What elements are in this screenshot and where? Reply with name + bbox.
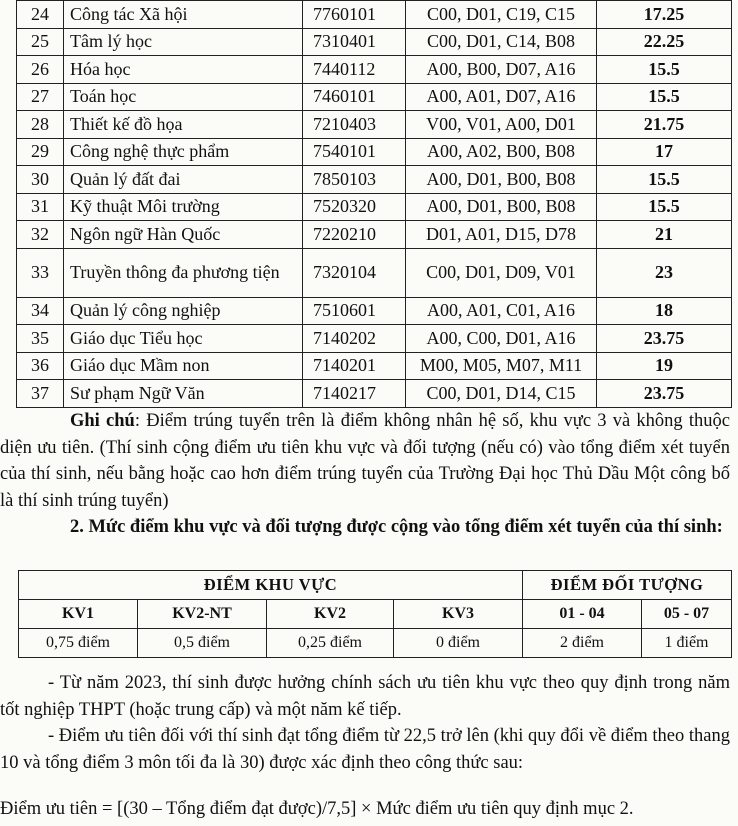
admission-score: 18 (597, 297, 732, 325)
admission-score: 15.5 (597, 166, 732, 194)
admission-score: 23.75 (597, 380, 732, 408)
subject-combinations: A00, A01, C01, A16 (406, 297, 597, 325)
paragraph-formula-description: - Điểm ưu tiên đối với thí sinh đạt tổng điểm từ 22,5 trở lên (khi quy đổi về điểm theo thang 10 và tổng điểm 3 môn tối đa là 30) được xác định theo công thức sau: (0, 726, 730, 773)
subject-combinations: A00, B00, D07, A16 (406, 56, 597, 84)
row-number: 36 (17, 352, 64, 380)
note-paragraph (0, 408, 730, 514)
major-name: Kỹ thuật Môi trường (64, 193, 303, 221)
table-row (17, 166, 732, 194)
value-kv3: 0 điểm (394, 629, 523, 658)
major-code: 7850103 (303, 166, 406, 194)
value-kv2: 0,25 điểm (267, 629, 394, 658)
bonus-points-table (18, 570, 732, 658)
priority-formula: Điểm ưu tiên = [(30 – Tổng điểm đạt được)/7,5] × Mức điểm ưu tiên quy định mục 2. (0, 799, 634, 819)
row-number: 30 (17, 166, 64, 194)
value-object-01-04: 2 điểm (523, 629, 642, 658)
major-name: Công tác Xã hội (64, 1, 303, 29)
table-row (17, 138, 732, 166)
table-row (17, 28, 732, 56)
col-object-01-04: 01 - 04 (523, 600, 642, 629)
major-code: 7540101 (303, 138, 406, 166)
col-object-05-07: 05 - 07 (642, 600, 732, 629)
table-row (17, 111, 732, 139)
admission-score: 15.5 (597, 56, 732, 84)
major-code: 7140201 (303, 352, 406, 380)
admission-score: 22.25 (597, 28, 732, 56)
note-text: : Điểm trúng tuyển trên là điểm không nhân hệ số, khu vực 3 và không thuộc diện ưu tiên. (Thí sinh cộng điểm ưu tiên khu vực và đối tượng (nếu có) vào tổng điểm xét tuyển của thí sinh, nếu bằng hoặc cao hơn điểm trúng tuyển của Trường Đại học Thủ Dầu Một công bố là thí sinh trúng tuyển) (0, 411, 731, 511)
major-name: Ngôn ngữ Hàn Quốc (64, 221, 303, 249)
major-code: 7760101 (303, 1, 406, 29)
admission-score: 21 (597, 221, 732, 249)
table-row (17, 1, 732, 29)
major-name: Truyền thông đa phương tiện (64, 248, 303, 297)
major-code: 7510601 (303, 297, 406, 325)
major-name: Quản lý công nghiệp (64, 297, 303, 325)
subject-combinations: C00, D01, D14, C15 (406, 380, 597, 408)
value-kv2-nt: 0,5 điểm (138, 629, 267, 658)
major-name: Toán học (64, 83, 303, 111)
subject-combinations: A00, A02, B00, B08 (406, 138, 597, 166)
subject-combinations: A00, D01, B00, B08 (406, 166, 597, 194)
row-number: 26 (17, 56, 64, 84)
admission-score: 15.5 (597, 83, 732, 111)
area-points-header: ĐIỂM KHU VỰC (19, 571, 523, 600)
table-row (17, 380, 732, 408)
table-row (17, 248, 732, 297)
value-kv1: 0,75 điểm (19, 629, 138, 658)
major-code: 7310401 (303, 28, 406, 56)
major-code: 7140217 (303, 380, 406, 408)
row-number: 34 (17, 297, 64, 325)
subject-combinations: V00, V01, A00, D01 (406, 111, 597, 139)
row-number: 27 (17, 83, 64, 111)
table-row (17, 221, 732, 249)
subject-combinations: C00, D01, D09, V01 (406, 248, 597, 297)
major-code: 7210403 (303, 111, 406, 139)
admission-score: 23 (597, 248, 732, 297)
subject-combinations: A00, C00, D01, A16 (406, 325, 597, 353)
major-name: Thiết kế đồ họa (64, 111, 303, 139)
table-row (17, 56, 732, 84)
row-number: 32 (17, 221, 64, 249)
major-name: Công nghệ thực phẩm (64, 138, 303, 166)
row-number: 24 (17, 1, 64, 29)
major-name: Tâm lý học (64, 28, 303, 56)
major-code: 7220210 (303, 221, 406, 249)
admission-score: 17 (597, 138, 732, 166)
major-code: 7320104 (303, 248, 406, 297)
major-code: 7520320 (303, 193, 406, 221)
row-number: 31 (17, 193, 64, 221)
col-kv1: KV1 (19, 600, 138, 629)
object-points-header: ĐIỂM ĐỐI TƯỢNG (523, 571, 732, 600)
row-number: 37 (17, 380, 64, 408)
subject-combinations: C00, D01, C14, B08 (406, 28, 597, 56)
row-number: 29 (17, 138, 64, 166)
admission-score-table (16, 0, 732, 408)
col-kv3: KV3 (394, 600, 523, 629)
note-label: Ghi chú (70, 411, 135, 431)
admission-score: 21.75 (597, 111, 732, 139)
row-number: 33 (17, 248, 64, 297)
value-object-05-07: 1 điểm (642, 629, 732, 658)
col-kv2: KV2 (267, 600, 394, 629)
major-code: 7460101 (303, 83, 406, 111)
admission-score: 15.5 (597, 193, 732, 221)
table-row (17, 352, 732, 380)
paragraph-2023-policy: - Từ năm 2023, thí sinh được hưởng chính sách ưu tiên khu vực theo quy định trong năm tốt nghiệp THPT (hoặc trung cấp) và một năm kế tiếp. (0, 673, 730, 720)
table-row (17, 83, 732, 111)
col-kv2-nt: KV2-NT (138, 600, 267, 629)
row-number: 28 (17, 111, 64, 139)
row-number: 35 (17, 325, 64, 353)
table-row (17, 297, 732, 325)
subject-combinations: A00, D01, B00, B08 (406, 193, 597, 221)
admission-score: 17.25 (597, 1, 732, 29)
admission-score: 23.75 (597, 325, 732, 353)
subject-combinations: A00, A01, D07, A16 (406, 83, 597, 111)
table-row (17, 325, 732, 353)
major-code: 7440112 (303, 56, 406, 84)
row-number: 25 (17, 28, 64, 56)
subject-combinations: C00, D01, C19, C15 (406, 1, 597, 29)
admission-score: 19 (597, 352, 732, 380)
major-code: 7140202 (303, 325, 406, 353)
subject-combinations: M00, M05, M07, M11 (406, 352, 597, 380)
major-name: Sư phạm Ngữ Văn (64, 380, 303, 408)
subject-combinations: D01, A01, D15, D78 (406, 221, 597, 249)
major-name: Giáo dục Mầm non (64, 352, 303, 380)
table-row (17, 193, 732, 221)
major-name: Quản lý đất đai (64, 166, 303, 194)
section-2-heading: 2. Mức điểm khu vực và đối tượng được cộng vào tổng điểm xét tuyển của thí sinh: (70, 517, 723, 537)
major-name: Hóa học (64, 56, 303, 84)
major-name: Giáo dục Tiểu học (64, 325, 303, 353)
